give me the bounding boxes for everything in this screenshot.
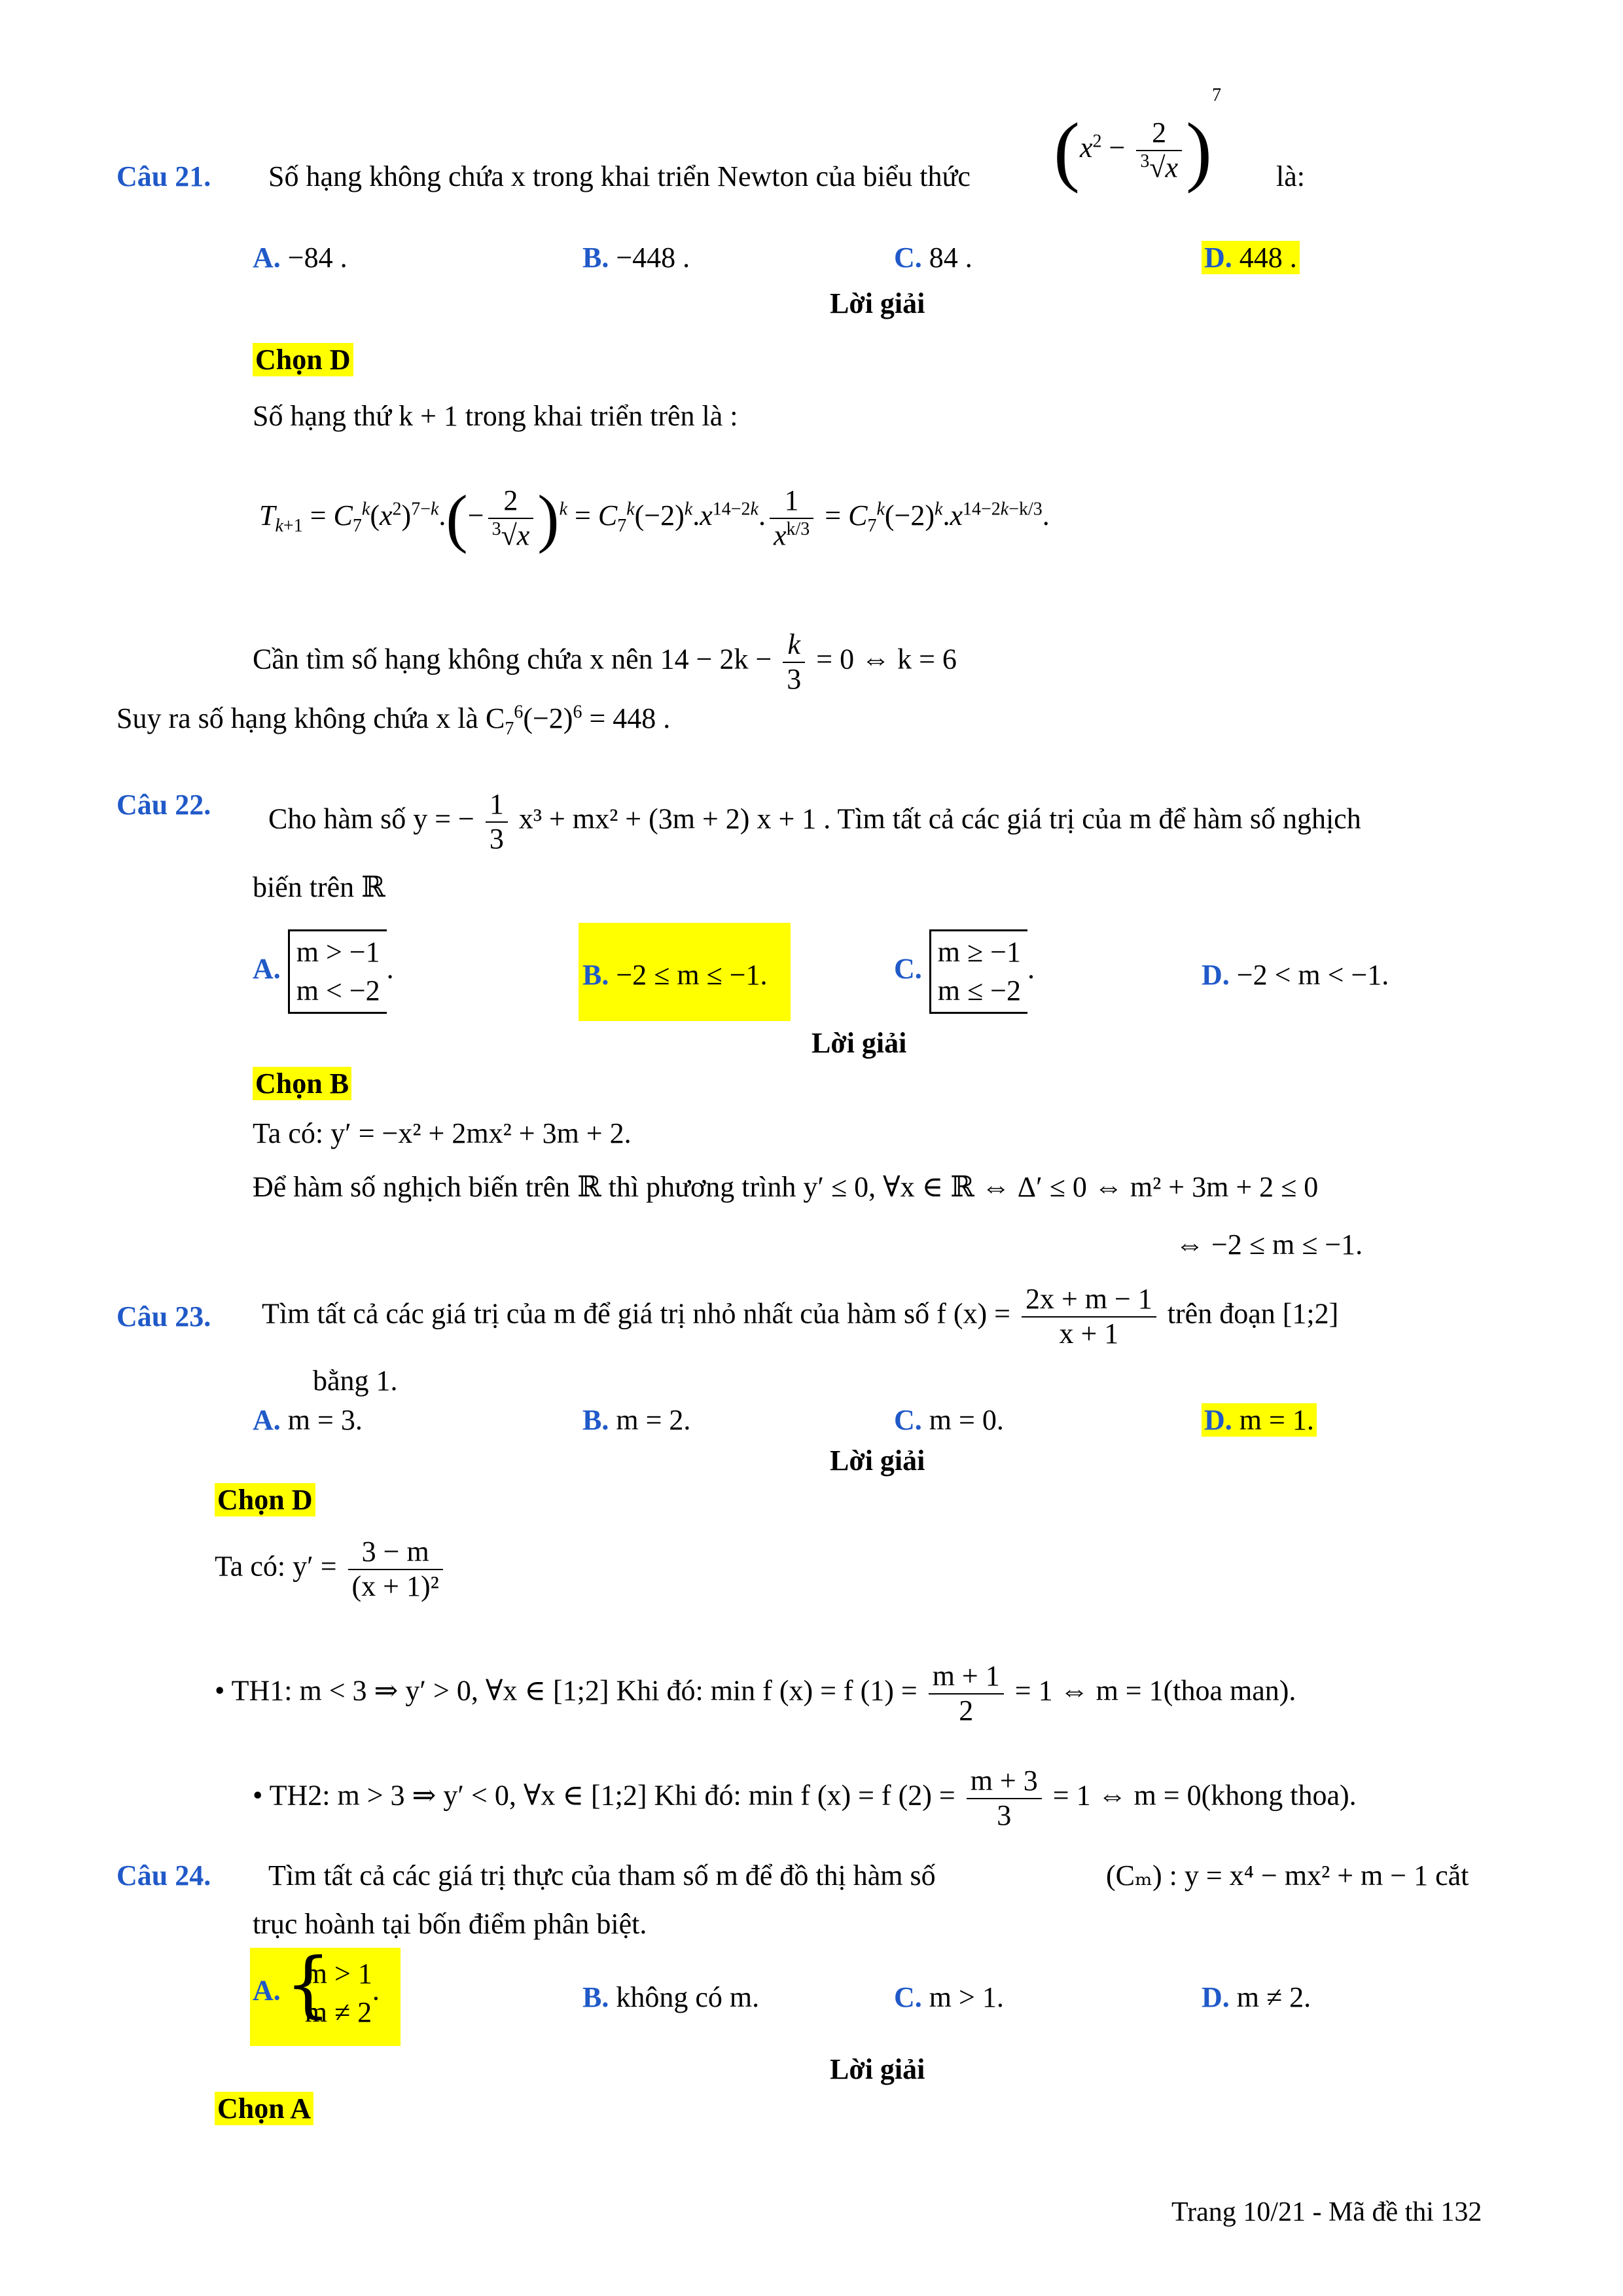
- q21-option-c: [894, 241, 972, 274]
- q24-text-2: trục hoành tại bốn điểm phân biệt.: [253, 1908, 647, 1940]
- q24-option-a: A. { m > 1 m ≠ 2 .: [253, 1954, 380, 2032]
- q24-text: Tìm tất cả các giá trị thực của tham số m để đồ thị hàm số: [268, 1859, 936, 1892]
- q21-text: Số hạng không chứa x trong khai triển Newton của biểu thức: [268, 160, 971, 192]
- q24-option-c-label: C.: [894, 1981, 922, 2013]
- q21-option-c-label: C.: [894, 242, 922, 274]
- q24-option-b-value: không có m.: [616, 1981, 760, 2013]
- q23-step-1-num: 3 − m: [348, 1535, 443, 1570]
- q22-choice: Chọn B: [253, 1067, 351, 1100]
- q23-option-d-label: D.: [1204, 1404, 1232, 1436]
- q22-option-d-value: −2 < m < −1.: [1236, 959, 1389, 991]
- q24-option-b: [582, 1981, 759, 2014]
- q23-text: [262, 1283, 1338, 1350]
- q22-option-b-value: −2 ≤ m ≤ −1.: [616, 959, 768, 991]
- q23-solution-title: Lời giải: [830, 1444, 925, 1477]
- q22-text-a: Cho hàm số y = −: [268, 802, 474, 835]
- q21-option-c-value: 84 .: [929, 242, 972, 274]
- q24-option-a-label: A.: [253, 1974, 281, 2007]
- q21-option-b: [582, 241, 690, 274]
- q23-option-c-value: m = 0.: [929, 1404, 1004, 1436]
- q23-case-1-den: 2: [959, 1694, 974, 1727]
- q24-text-b: (Cₘ) : y = x⁴ − mx² + m − 1 cắt: [1106, 1859, 1469, 1892]
- q21-option-d-label: D.: [1204, 242, 1232, 274]
- q21-step-3-text: Cần tìm số hạng không chứa x nên 14 − 2k −: [253, 643, 772, 675]
- q23-case-1-result: = 1 ⇔ m = 1(thoa man).: [1014, 1674, 1296, 1707]
- q21-step-2-formula: $T_{k+1} = C_7^k(x^2)^{7-k}.(-$ $\frac{2}{^3√x}$ )$^k = C_7^k(-2)^k.x^{14-2k}$. $\frac{1}{x^{k/3}}$ = $C_7^k(-2)^k.x^{14-2k-k/3}$.: [259, 481, 1050, 554]
- q23-case-2-den: 3: [997, 1799, 1012, 1831]
- q21-step-4: Suy ra số hạng không chứa x là $C_7^6(-2)^6 = 448$ .: [116, 702, 671, 739]
- q23-option-a-label: A.: [253, 1404, 281, 1436]
- q23-case-2-result: = 1 ⇔ m = 0(khong thoa).: [1052, 1779, 1357, 1812]
- page-footer: Trang 10/21 - Mã đề thi 132: [1171, 2197, 1482, 2227]
- q23-case-1-text: • TH1: m < 3 ⇒ y′ > 0, ∀x ∈ [1;2] Khi đó: min f (x) = f (1) =: [215, 1674, 918, 1707]
- q21-option-b-value: −448 .: [616, 242, 690, 274]
- q22-step-1: Ta có: y′ = −x² + 2mx² + 3m + 2.: [253, 1117, 632, 1149]
- q22-option-b-label: B.: [582, 959, 609, 991]
- q22-option-d: [1202, 958, 1389, 992]
- q22-option-c-label: C.: [894, 952, 922, 985]
- q22-text: Cho hàm số y = − $\frac{1}{3}$ x³ + mx² + (3m + 2) x + 1 . Tìm tất cả các giá trị của m để hàm số nghịch: [268, 788, 1361, 855]
- q22-option-b: [582, 958, 768, 992]
- q24-option-a-line1: { m > 1: [304, 1958, 372, 1990]
- q23-step-1: [215, 1535, 447, 1603]
- q23-tail: trên đoạn [1;2]: [1167, 1297, 1339, 1330]
- q23-choice: Chọn D: [215, 1483, 315, 1516]
- q23-option-d: [1202, 1403, 1317, 1437]
- q21-label: Câu 21.: [116, 160, 211, 192]
- q23-option-b: [582, 1403, 690, 1437]
- q23-step-1-den: (x + 1)²: [351, 1570, 439, 1602]
- q23-case-2-num: m + 3: [967, 1765, 1042, 1799]
- q23-text-main: Tìm tất cả các giá trị của m để giá trị nhỏ nhất của hàm số f (x) =: [262, 1297, 1010, 1330]
- q21-option-b-label: B.: [582, 242, 609, 274]
- q23-option-a-value: m = 3.: [287, 1404, 363, 1436]
- q22-option-a-line2: m < −2: [296, 975, 380, 1007]
- q22-option-a-label: A.: [253, 952, 281, 985]
- q23-case-2: [253, 1765, 1357, 1832]
- q21-choice: Chọn D: [253, 343, 353, 376]
- q22-solution-title: Lời giải: [812, 1027, 907, 1059]
- q23-option-b-label: B.: [582, 1404, 609, 1436]
- q23-step-1-text: Ta có: y′ =: [215, 1550, 337, 1583]
- q22-option-c-line2: m ≤ −2: [937, 975, 1021, 1007]
- q21-solution-title: Lời giải: [830, 287, 925, 319]
- q24-solution-title: Lời giải: [830, 2053, 925, 2085]
- q23-case-1: [215, 1660, 1296, 1727]
- q24-option-b-label: B.: [582, 1981, 609, 2013]
- q22-option-c: C. m ≥ −1 m ≤ −2 .: [894, 929, 1035, 1014]
- q24-option-d: [1202, 1981, 1311, 2014]
- q24-option-a-line2: m ≠ 2: [304, 1996, 372, 2029]
- q21-step-4-result: = 448 .: [582, 702, 671, 734]
- q23-option-b-value: m = 2.: [616, 1404, 691, 1436]
- q22-text-b: x³ + mx² + (3m + 2) x + 1 . Tìm tất cả các giá trị của m để hàm số nghịch: [518, 802, 1361, 835]
- q22-text-c: biến trên ℝ: [253, 871, 385, 903]
- q24-option-c: [894, 1981, 1004, 2014]
- q21-option-a-label: A.: [253, 242, 281, 274]
- q21-expression: ($x^2$ − $\frac{2}{^3√x}$ )$^7$: [1054, 85, 1221, 194]
- q23-frac-den: x + 1: [1059, 1317, 1119, 1350]
- q21-option-d: [1202, 241, 1300, 274]
- q23-case-1-num: m + 1: [929, 1660, 1004, 1695]
- q21-tail: là:: [1276, 160, 1305, 192]
- q21-option-a-value: −84 .: [287, 242, 348, 274]
- q23-case-2-text: • TH2: m > 3 ⇒ y′ < 0, ∀x ∈ [1;2] Khi đó: min f (x) = f (2) =: [253, 1779, 955, 1812]
- q24-choice: Chọn A: [215, 2092, 313, 2125]
- q23-option-a: [253, 1403, 363, 1437]
- q21-option-d-value: 448 .: [1239, 242, 1297, 274]
- q22-label: Câu 22.: [116, 789, 211, 821]
- q22-option-a: A. m > −1 m < −2 .: [253, 929, 394, 1014]
- q22-option-d-label: D.: [1202, 959, 1230, 991]
- q22-step-2: Để hàm số nghịch biến trên ℝ thì phương trình y′ ≤ 0, ∀x ∈ ℝ ⇔ Δ′ ≤ 0 ⇔ m² + 3m + 2 ≤ 0: [253, 1171, 1319, 1203]
- q23-text-2: bằng 1.: [313, 1365, 398, 1397]
- q23-option-d-value: m = 1.: [1239, 1404, 1314, 1436]
- q23-frac-num: 2x + m − 1: [1022, 1283, 1156, 1318]
- q21-step-3: Cần tìm số hạng không chứa x nên 14 − 2k − $\frac{k}{3}$ = 0 ⇔ k = 6: [253, 628, 957, 695]
- q24-label: Câu 24.: [116, 1859, 211, 1892]
- q23-label: Câu 23.: [116, 1300, 211, 1333]
- q24-option-d-value: m ≠ 2.: [1236, 1981, 1311, 2013]
- q23-option-c-label: C.: [894, 1404, 922, 1436]
- q21-step-3-result: = 0 ⇔ k = 6: [816, 643, 957, 675]
- q21-step-4-power: (−2): [523, 702, 573, 734]
- q24-option-d-label: D.: [1202, 1981, 1230, 2013]
- q22-step-3: ⇔ −2 ≤ m ≤ −1.: [1175, 1229, 1363, 1261]
- q22-option-c-line1: m ≥ −1: [937, 936, 1021, 968]
- q23-option-c: [894, 1403, 1004, 1437]
- q22-option-a-line1: m > −1: [296, 936, 380, 968]
- q24-option-c-value: m > 1.: [929, 1981, 1004, 2013]
- q21-option-a: [253, 241, 348, 274]
- q21-step-4-text: Suy ra số hạng không chứa x là C: [116, 702, 505, 734]
- q21-step-1: Số hạng thứ k + 1 trong khai triển trên là :: [253, 400, 738, 432]
